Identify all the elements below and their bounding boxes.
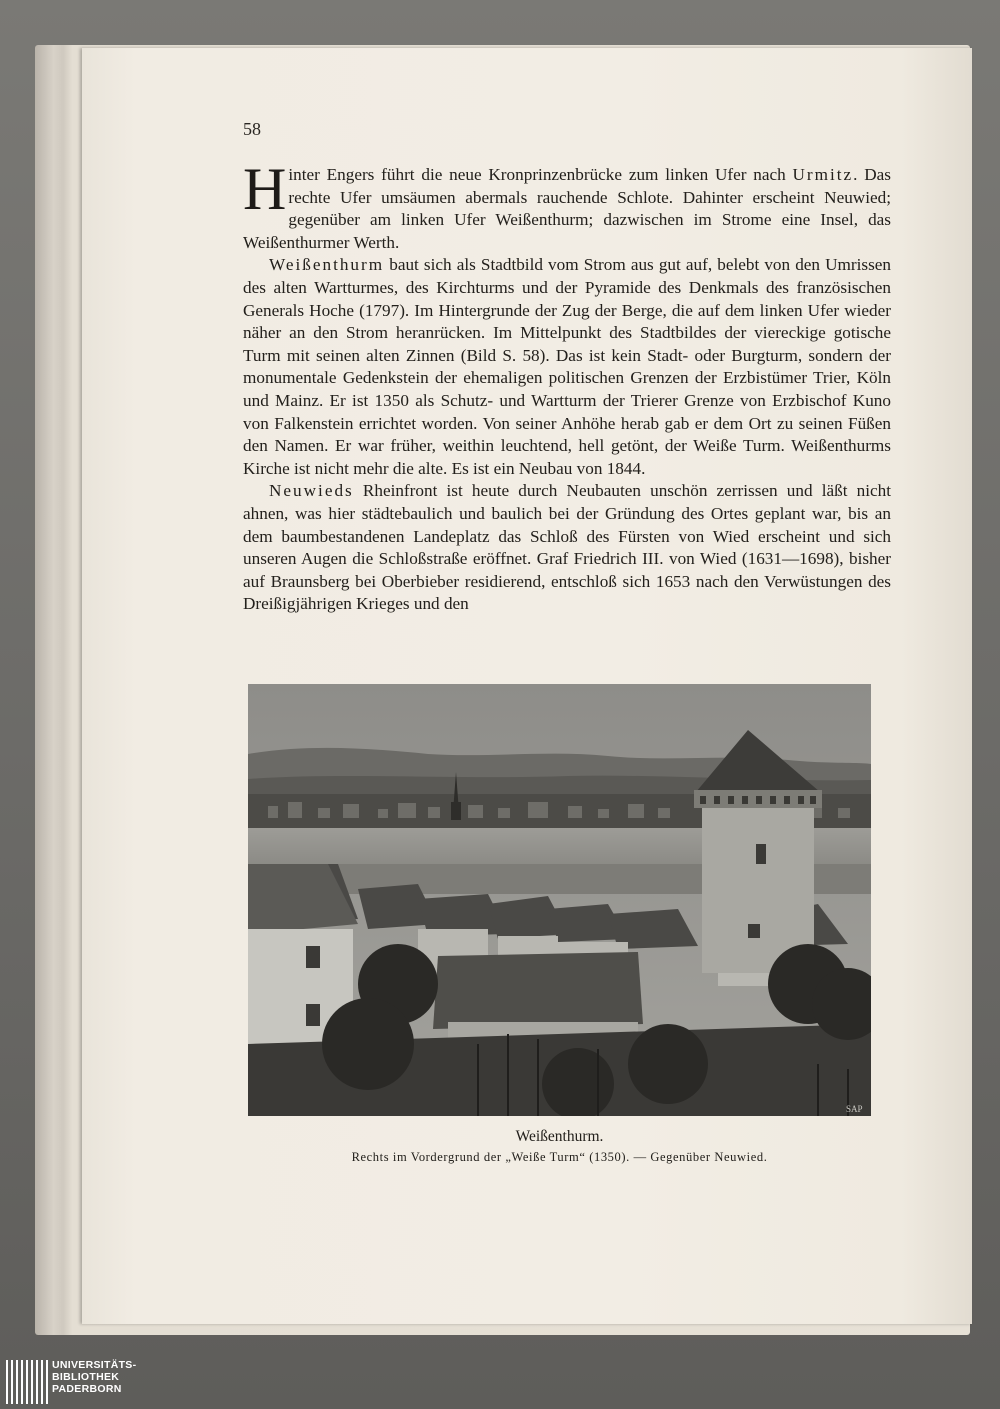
paragraph-1-text-b: . Das rechte Ufer umsäumen abermals rauchende Schlote. Dahinter erscheint Neuwied; gegenüber am linken Ufer Weißenthurm; dazwischen im Strome eine Insel, das Weißenthurmer Werth. [243, 165, 891, 252]
photograph-weissenthurm [248, 684, 871, 1116]
paragraph-3 [243, 480, 891, 616]
photo-caption-text: Rechts im Vordergrund der „Weiße Turm“ (1350). — Gegenüber Neuwied. [351, 1150, 768, 1164]
paragraph-2-spaced-word: Weißenthurm [269, 255, 385, 275]
page-number: 58 [243, 119, 261, 139]
photo-signature: SAP [846, 1104, 863, 1114]
paragraph-2-text: baut sich als Stadtbild vom Strom aus gut auf, belebt von den Umrissen des alten Wartturmes, des Kirchturms und der Pyramide des Denkmals des französischen Generals Hoche (1797). Im Hintergrunde der Zug der Berge, die auf dem linken Ufer wieder näher an den Strom heranrücken. Im Mittelpunkt des Stadtbildes der viereckige gotische Turm mit seinen alten Zinnen (Bild S. 58). Das ist kein Stadt- oder Burgturm, sondern der monumentale Gedenkstein der ehemaligen politischen Grenzen der Erzbistümer Trier, Köln und Mainz. Er ist 1350 als Schutz- und Wartturm der Trierer Grenze von Erzbischof Kuno von Falkenstein errichtet worden. Von seiner Anhöhe herab gab er dem Ort zu seinen Füßen den Namen. Er war früher, weithin leuchtend, hell getönt, der Weiße Turm. Weißenthurms Kirche ist nicht mehr die alte. Es ist ein Neubau von 1844. [243, 255, 891, 478]
paragraph-3-spaced-word: Neuwieds [269, 481, 354, 501]
library-logo-line-2: BIBLIOTHEK [52, 1371, 120, 1383]
library-logo-mark-icon [6, 1360, 48, 1404]
paragraph-2 [243, 254, 891, 480]
library-logo-line-3: PADERBORN [52, 1383, 122, 1395]
drop-cap: H [243, 156, 287, 222]
library-logo-line-1: UNIVERSITÄTS- [52, 1359, 137, 1371]
paragraph-3-text: Rheinfront ist heute durch Neubauten unschön zerrissen und läßt nicht ahnen, was hier städtebaulich und baulich bei der Gründung des Ortes geplant war, bis an dem baumbestandenen Landeplatz das Schloß des Fürsten von Wied erscheint und sich unseren Augen die Schloßstraße eröffnet. Graf Friedrich III. von Wied (1631—1698), bisher auf Braunsberg bei Oberbieber residierend, entschloß sich 1653 nach den Verwüstungen des Dreißigjährigen Krieges und den [243, 481, 891, 614]
photo-caption-title: Weißenthurm. [515, 1128, 604, 1145]
library-logo [0, 1358, 160, 1404]
paragraph-1-text-a: inter Engers führt die neue Kronprinzenbrücke zum linken Ufer nach [288, 165, 793, 184]
paragraph-1-spaced-word: Urmitz [792, 165, 854, 184]
body-text [243, 156, 891, 616]
tower-crenellations [700, 796, 816, 804]
photograph-illustration [248, 684, 871, 1116]
paragraph-1 [243, 156, 891, 254]
center-house-roof [433, 952, 643, 1029]
